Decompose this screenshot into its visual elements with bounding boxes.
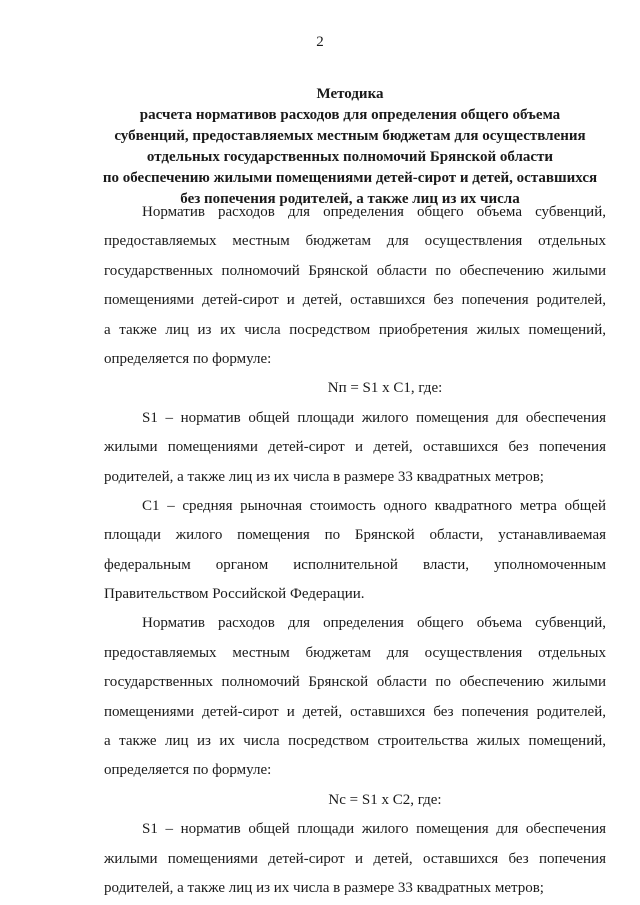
title-line: отдельных государственных полномочий Брянской области bbox=[146, 149, 554, 165]
text-line: Норматив расходов для определения общего объема субвенций, bbox=[142, 615, 606, 632]
text-line: жилыми помещениями детей-сирот и детей, оставшихся без попечения bbox=[104, 850, 606, 867]
text-line: помещениями детей-сирот и детей, оставшихся без попечения родителей, bbox=[104, 703, 606, 720]
formula-purchase: Nп = S1 х С1, где: bbox=[327, 380, 443, 397]
formula-construction: Nс = S1 х С2, где: bbox=[328, 791, 442, 808]
paragraph-s1-definition-second bbox=[104, 815, 606, 903]
document-title bbox=[70, 84, 630, 210]
text-line: жилыми помещениями детей-сирот и детей, оставшихся без попечения bbox=[104, 439, 606, 456]
text-line: Норматив расходов для определения общего объема субвенций, bbox=[142, 204, 606, 220]
text-line: государственных полномочий Брянской области по обеспечению жилыми bbox=[104, 262, 606, 279]
text-line: государственных полномочий Брянской области по обеспечению жилыми bbox=[104, 674, 606, 691]
text-line: С1 – средняя рыночная стоимость одного квадратного метра общей bbox=[142, 497, 606, 514]
text-line: предоставляемых местным бюджетам для осуществления отдельных bbox=[104, 233, 606, 250]
text-line: родителей, а также лиц из их числа в размере 33 квадратных метров; bbox=[104, 879, 544, 896]
text-line: федеральным органом исполнительной власти, уполномоченным bbox=[104, 556, 606, 573]
text-line: а также лиц из их числа посредством строительства жилых помещений, bbox=[104, 733, 606, 750]
text-line: Правительством Российской Федерации. bbox=[104, 586, 365, 603]
text-line: помещениями детей-сирот и детей, оставшихся без попечения родителей, bbox=[104, 292, 606, 309]
title-line: по обеспечению жилыми помещениями детей-сирот и детей, оставшихся bbox=[102, 170, 598, 186]
text-line: родителей, а также лиц из их числа в размере 33 квадратных метров; bbox=[104, 468, 544, 485]
paragraph-purchase-norm bbox=[104, 198, 606, 374]
text-line: S1 – норматив общей площади жилого помещения для обеспечения bbox=[142, 409, 606, 426]
title-line: расчета нормативов расходов для определения общего объема bbox=[139, 107, 561, 123]
text-line: S1 – норматив общей площади жилого помещения для обеспечения bbox=[142, 821, 606, 838]
paragraph-construction-norm bbox=[104, 609, 606, 785]
page-number: 2 bbox=[316, 34, 324, 50]
text-line: площади жилого помещения по Брянской области, устанавливаемая bbox=[104, 527, 606, 544]
text-line: предоставляемых местным бюджетам для осуществления отдельных bbox=[104, 644, 606, 661]
title-line: без попечения родителей, а также лиц из их числа bbox=[180, 191, 520, 207]
paragraph-s1-definition bbox=[104, 404, 606, 492]
paragraph-c1-definition bbox=[104, 492, 606, 610]
title-heading: Методика bbox=[316, 86, 384, 102]
title-line: субвенций, предоставляемых местным бюджетам для осуществления bbox=[114, 128, 586, 144]
document-body bbox=[104, 198, 606, 903]
text-line: определяется по формуле: bbox=[104, 762, 272, 779]
text-line: определяется по формуле: bbox=[104, 350, 272, 367]
text-line: а также лиц из их числа посредством приобретения жилых помещений, bbox=[104, 321, 606, 338]
